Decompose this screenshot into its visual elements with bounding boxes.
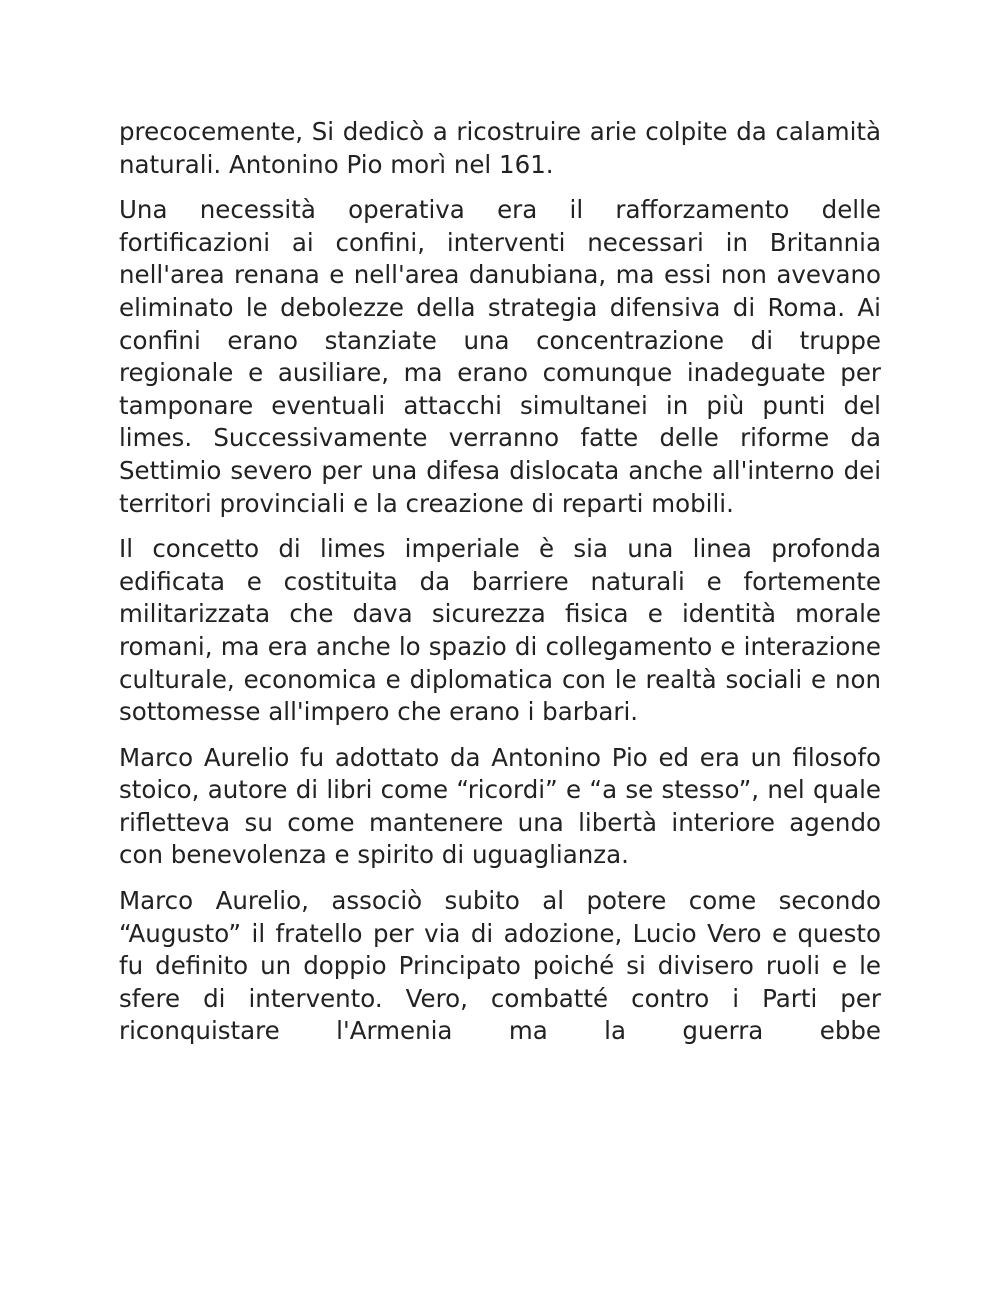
paragraph-3: Il concetto di limes imperiale è sia una linea profonda edificata e costituita da barriere naturali e fortemente militarizzata che dava sicurezza fisica e identità morale romani, ma era anche lo spazio di collegamento e interazione culturale, economica e diplomatica con le realtà sociali e non sottomesse all'impero che erano i barbari. xyxy=(119,534,881,727)
document-page xyxy=(119,116,881,1061)
paragraph-1: precocemente, Si dedicò a ricostruire arie colpite da calamità naturali. Antonino Pio morì nel 161. xyxy=(119,117,881,179)
paragraph-4: Marco Aurelio fu adottato da Antonino Pio ed era un filosofo stoico, autore di libri come “ricordi” e “a se stesso”, nel quale rifletteva su come mantenere una libertà interiore agendo con benevolenza e spirito di uguaglianza. xyxy=(119,742,881,870)
paragraph-2: Una necessità operativa era il rafforzamento delle fortificazioni ai confini, interventi necessari in Britannia nell'area renana e nell'area danubiana, ma essi non avevano eliminato le debolezze della strategia difensiva di Roma. Ai confini erano stanziate una concentrazione di truppe regionale e ausiliare, ma erano comunque inadeguate per tamponare eventuali attacchi simultanei in più punti del limes. Successivamente verranno fatte delle riforme da Settimio severo per una difesa dislocata anche all'interno dei territori provinciali e la creazione di reparti mobili. xyxy=(119,195,881,518)
paragraph-5: Marco Aurelio, associò subito al potere come secondo “Augusto” il fratello per via di adozione, Lucio Vero e questo fu definito un doppio Principato poiché si divisero ruoli e le sfere di intervento. Vero, combatté contro i Parti per riconquistare l'Armenia ma la guerra ebbe xyxy=(119,886,881,1046)
